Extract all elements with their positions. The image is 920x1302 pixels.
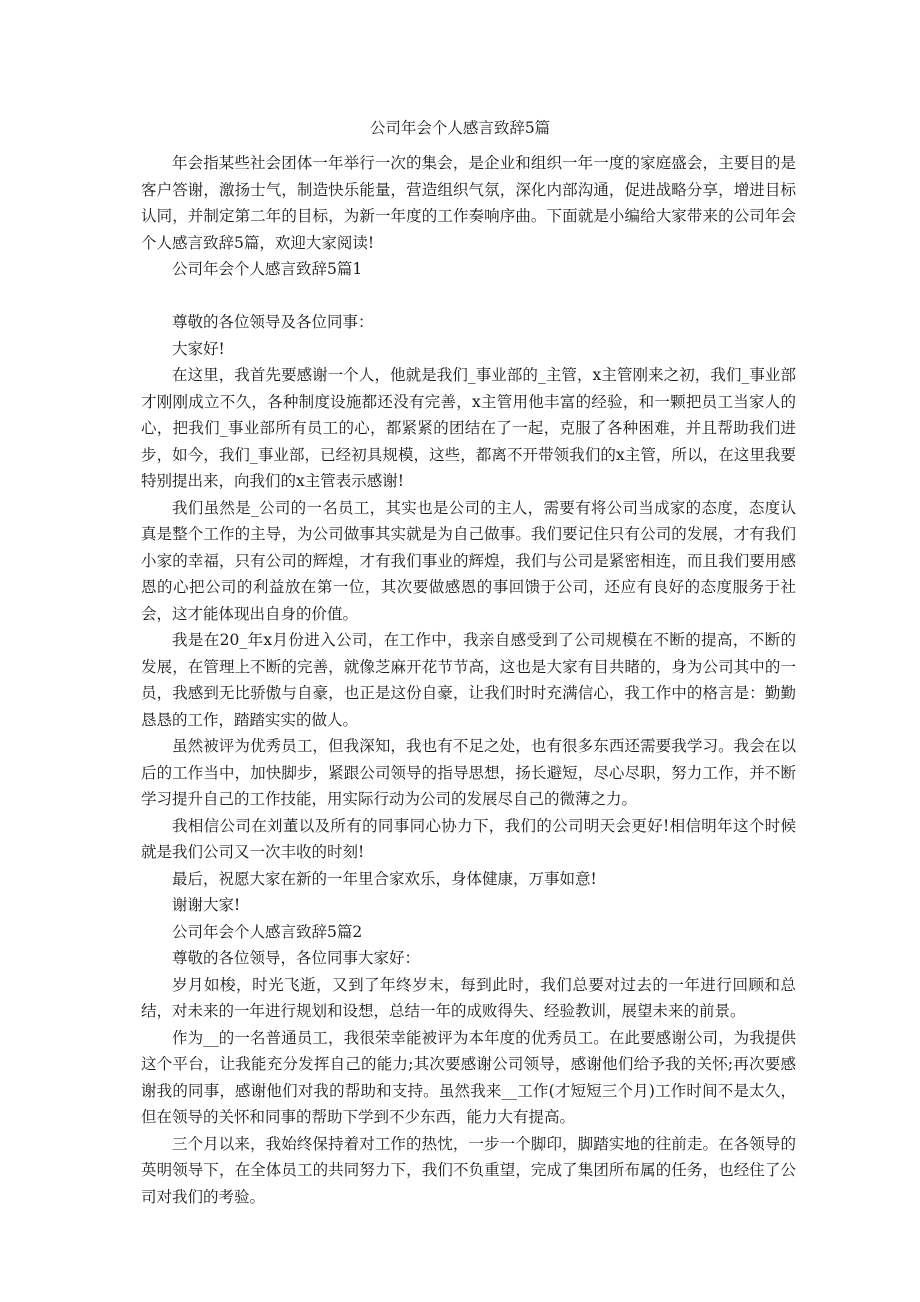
body-paragraph: 岁月如梭，时光飞逝，又到了年终岁末，每到此时，我们总要对过去的一年进行回顾和总结，对未来的一年进行规划和设想，总结一年的成败得失、经验教训，展望未来的前景。: [141, 975, 796, 1020]
closing-thanks: 谢谢大家!: [172, 896, 241, 914]
body-paragraph: 在这里，我首先要感谢一个人，他就是我们_事业部的_主管，x主管刚来之初，我们_事业部才刚刚成立不久，各种制度设施都还没有完善，x主管用他丰富的经验，和一颗把员工当家人的心，把我们_事业部所有员工的心，都紧紧的团结在了一起，克服了各种困难，并且帮助我们进步，如今，我们_事业部，已经初具规模，这些，都离不开带领我们的x主管，所以，在这里我要特别提出来，向我们的x主管表示感谢!: [141, 366, 796, 490]
body-paragraph: 作为__的一名普通员工，我很荣幸能被评为本年度的优秀员工。在此要感谢公司，为我提供这个平台，让我能充分发挥自己的能力;其次要感谢公司领导，感谢他们给予我的关怀;再次要感谢我的同事，感谢他们对我的帮助和支持。虽然我来__工作(才短短三个月)工作时间不是太久，但在领导的关怀和同事的帮助下学到不少东西，能力大有提高。: [141, 1028, 796, 1126]
blank-line: [141, 283, 796, 310]
section-heading-2: 公司年会个人感言致辞5篇2: [172, 922, 363, 941]
body-paragraph: 虽然被评为优秀员工，但我深知，我也有不足之处，也有很多东西还需要我学习。我会在以后的工作当中，加快脚步，紧跟公司领导的指导思想，扬长避短，尽心尽职，努力工作，并不断学习提升自己的工作技能，用实际行动为公司的发展尽自己的微薄之力。: [141, 737, 796, 808]
intro-paragraph: 年会指某些社会团体一年举行一次的集会，是企业和组织一年一度的家庭盛会，主要目的是客户答谢，激扬士气，制造快乐能量，营造组织气氛，深化内部沟通，促进战略分享，增进目标认同，并制定第二年的目标，为新一年度的工作奏响序曲。下面就是小编给大家带来的公司年会个人感言致辞5篇，欢迎大家阅读!: [141, 154, 796, 252]
salutation: 尊敬的各位领导，各位同事大家好：: [172, 949, 421, 967]
body-paragraph: 三个月以来，我始终保持着对工作的热忱，一步一个脚印，脚踏实地的往前走。在各领导的英明领导下，在全体员工的共同努力下，我们不负重望，完成了集团所布属的任务，也经住了公司对我们的考验。: [141, 1134, 796, 1206]
salutation: 尊敬的各位领导及各位同事：: [172, 313, 374, 331]
document-title: 公司年会个人感言致辞5篇: [369, 119, 551, 137]
greeting: 大家好!: [172, 339, 225, 358]
document-body: [141, 150, 796, 1210]
body-paragraph: 最后，祝愿大家在新的一年里合家欢乐，身体健康，万事如意!: [172, 869, 597, 888]
body-paragraph: 我相信公司在刘董以及所有的同事同心协力下，我们的公司明天会更好!相信明年这个时候就是我们公司又一次丰收的时刻!: [141, 816, 796, 861]
body-paragraph: 我是在20_年x月份进入公司，在工作中，我亲自感受到了公司规模在不断的提高，不断的发展，在管理上不断的完善，就像芝麻开花节节高，这也是大家有目共睹的，身为公司其中的一员，我感到无比骄傲与自豪，也正是这份自豪，让我们时时充满信心，我工作中的格言是：勤勤恳恳的工作，踏踏实实的做人。: [141, 631, 796, 729]
section-heading-1: 公司年会个人感言致辞5篇1: [172, 260, 363, 278]
body-paragraph: 我们虽然是_公司的一名员工，其实也是公司的主人，需要有将公司当成家的态度，态度认真是整个工作的主导，为公司做事其实就是为自己做事。我们要记住只有公司的发展，才有我们小家的幸福，只有公司的辉煌，才有我们事业的辉煌，我们与公司是紧密相连，而且我们要用感恩的心把公司的利益放在第一位，其次要做感恩的事回馈于公司，还应有良好的态度服务于社会，这才能体现出自身的价值。: [141, 498, 796, 623]
